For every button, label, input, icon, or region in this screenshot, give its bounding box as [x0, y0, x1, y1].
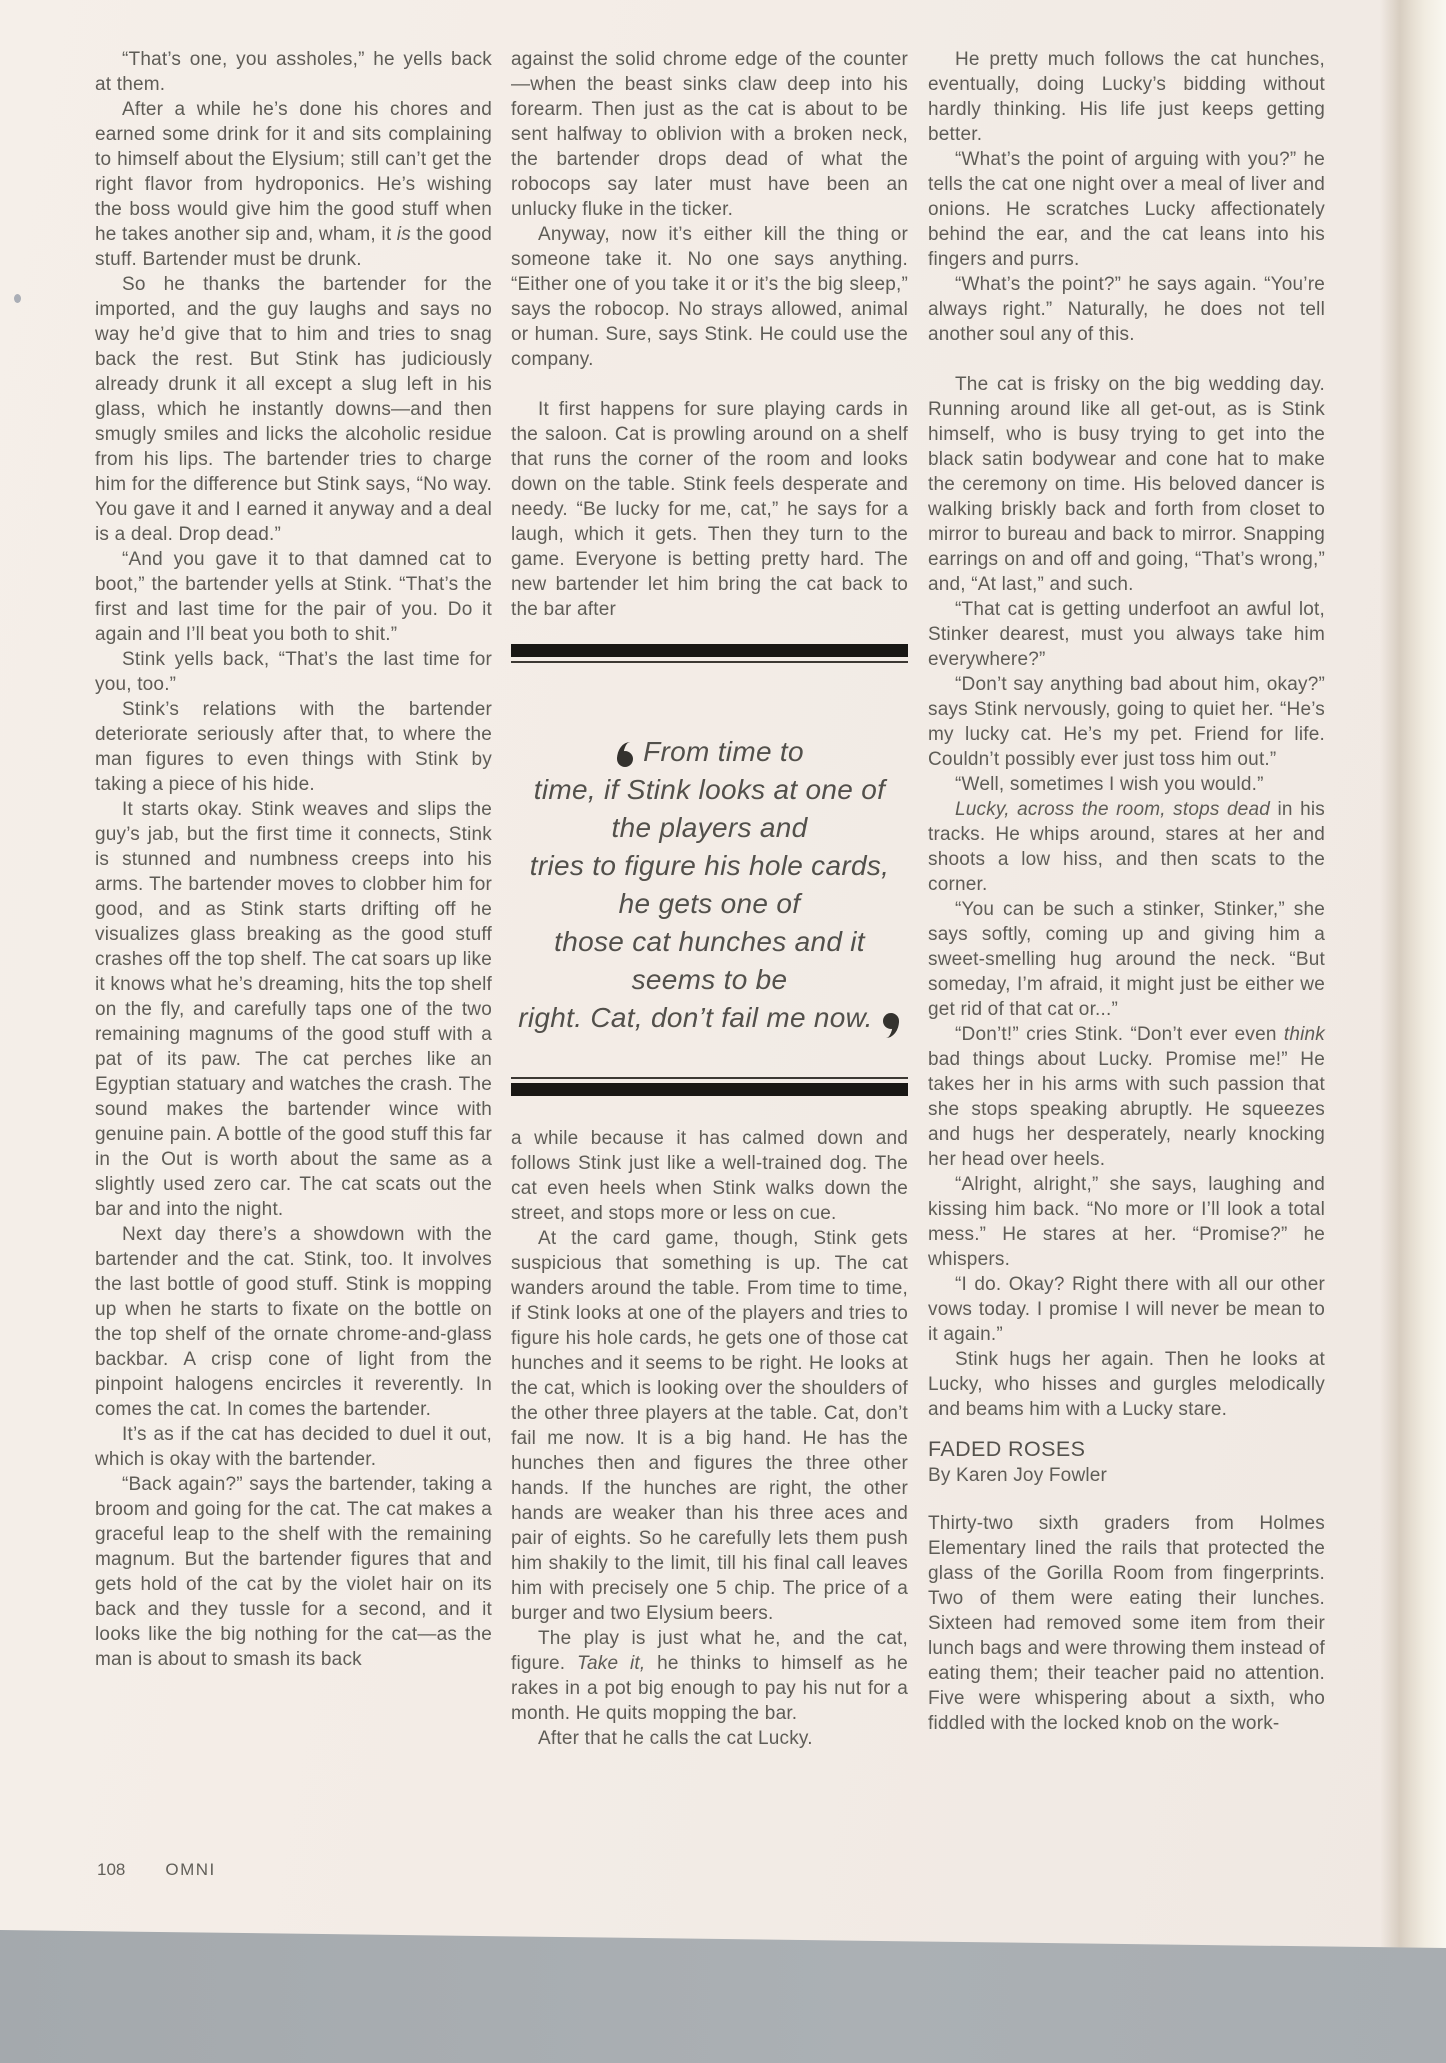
paragraph [95, 47, 492, 97]
text-run: Stink yells back, “That’s the last time for you, too.” [95, 649, 492, 695]
paragraph [511, 1626, 908, 1726]
section-byline: By Karen Joy Fowler [928, 1465, 1108, 1486]
text-run: “Well, sometimes I wish you would.” [955, 774, 1264, 795]
column-middle [511, 47, 908, 1751]
text-run-italic: Take it, [576, 1653, 646, 1674]
pull-quote-line [511, 733, 908, 771]
scan-speck [14, 294, 21, 303]
page-number: 108 [97, 1860, 126, 1879]
text-run-italic: Lucky, across the room, stops dead [955, 799, 1271, 820]
magazine-name: OMNI [165, 1860, 216, 1879]
page-footer [97, 1860, 216, 1880]
text-run: “That’s one, you assholes,” he yells back at them. [95, 49, 492, 95]
text-run: against the solid chrome edge of the counter—when the beast sinks claw deep into his forearm. Then just as the cat is about to be sent halfway to oblivion with a broken neck, the bartender drops dead of what the robocops say later must have been an unlucky fluke in the ticker. [511, 49, 908, 220]
column-left [95, 47, 492, 1672]
text-run: “Don’t say anything bad about him, okay?” says Stink nervously, going to quiet her. “He’s my lucky cat. He’s my pet. Friend for life. Couldn’t possibly ever just toss him out.” [928, 674, 1325, 770]
pull-quote-bottom-rule-thick [511, 1083, 908, 1096]
text-run: He pretty much follows the cat hunches, eventually, doing Lucky’s bidding without hardly thinking. His life just keeps getting better. [928, 49, 1325, 145]
paragraph [95, 272, 492, 547]
text-run: the good stuff. Bartender must be drunk. [95, 224, 492, 270]
paragraph [928, 47, 1325, 147]
paragraph [928, 1272, 1325, 1347]
paragraph [928, 147, 1325, 272]
text-run-italic: think [1283, 1024, 1325, 1045]
close-quote-icon [883, 1013, 899, 1029]
pull-quote-line: tries to figure his hole cards, [529, 850, 890, 881]
paragraph [511, 222, 908, 372]
pull-quote-text [511, 733, 908, 1037]
pull-quote-line-text: right. Cat, don’t fail me now. [518, 1002, 873, 1033]
paragraph [95, 697, 492, 797]
text-run: It first happens for sure playing cards in the saloon. Cat is prowling around on a shelf that runs the corner of the room and looks down on the table. Stink feels desperate and needy. “Be lucky for me, cat,” he says for a laugh, which it gets. Then they turn to the game. Everyone is betting pretty hard. The new bartender let him bring the cat back to the bar after [511, 399, 908, 620]
paragraph [928, 672, 1325, 772]
text-run: Next day there’s a showdown with the bartender and the cat. Stink, too. It involves the last bottle of good stuff. Stink is mopping up when he starts to fixate on the bottle on the top shelf of the ornate chrome-and-glass backbar. A crisp cone of light from the pinpoint halogens encircles it reverently. In comes the cat. In comes the bartender. [95, 1224, 492, 1420]
text-run: So he thanks the bartender for the imported, and the guy laughs and says no way he’d give that to him and tries to snag back the rest. But Stink has judiciously already drunk it all except a slug left in his glass, which he instantly downs—and then smugly smiles and licks the alcoholic residue from his lips. The bartender tries to charge him for the difference but Stink says, “No way. You gave it and I earned it anyway and a deal is a deal. Drop dead.” [95, 274, 492, 545]
text-run: “Back again?” says the bartender, taking a broom and going for the cat. The cat makes a graceful leap to the shelf with the remaining magnum. But the bartender figures that and gets hold of the cat by the violet hair on its back and they tussle for a second, and it looks like the big nothing for the cat—as the man is about to smash its back [95, 1474, 492, 1670]
text-run: he thinks to himself as he rakes in a pot big enough to pay his nut for a month. He quits mopping the bar. [511, 1653, 909, 1724]
text-run: After that he calls the cat Lucky. [538, 1728, 813, 1749]
open-quote-icon [617, 751, 633, 767]
text-run: The play is just what he, and the cat, figure. [511, 1628, 908, 1674]
pull-quote-top-rule-thick [511, 644, 908, 657]
pull-quote [511, 644, 908, 1096]
pull-quote-line-text: From time to [643, 736, 804, 767]
text-run: “I do. Okay? Right there with all our other vows today. I promise I will never be mean to it again.” [928, 1274, 1325, 1345]
text-run: “Alright, alright,” she says, laughing and kissing him back. “No more or I’ll look a total mess.” He stares at her. “Promise?” he whispers. [928, 1174, 1325, 1270]
text-run: “You can be such a stinker, Stinker,” she says softly, coming up and giving him a sweet-smelling hug around the neck. “But someday, I’m afraid, it might just be either we get rid of that cat or...” [928, 899, 1325, 1020]
paragraph [511, 1126, 908, 1226]
paragraph [511, 397, 908, 622]
text-run: At the card game, though, Stink gets suspicious that something is up. The cat wanders around the table. From time to time, if Stink looks at one of the players and tries to figure his hole cards, he gets one of those cat hunches and it seems to be right. He looks at the cat, which is looking over the shoulders of the other three players at the table. Cat, don’t fail me now. It is a big hand. He has the hunches then and figures the three other hands. If the hunches are right, the other hands are weaker than his three aces and pair of eights. So he carefully lets them push him shakily to the limit, till his final call leaves him with precisely one 5 chip. The price of a burger and two Elysium beers. [511, 1228, 908, 1624]
paragraph [511, 1726, 908, 1751]
text-run: “What’s the point?” he says again. “You’re always right.” Naturally, he does not tell another soul any of this. [928, 274, 1325, 345]
text-run: Anyway, now it’s either kill the thing or someone take it. No one says anything. “Either one of you take it or it’s the big sleep,” says the robocop. No strays allowed, animal or human. Sure, says Stink. He could use the company. [511, 224, 908, 370]
paragraph [95, 1422, 492, 1472]
text-run: a while because it has calmed down and follows Stink just like a well-trained dog. The cat even heels when Stink walks down the street, and stops more or less on cue. [511, 1128, 908, 1224]
paragraph [928, 1511, 1325, 1736]
text-run: “And you gave it to that damned cat to boot,” the bartender yells at Stink. “That’s the first and last time for the pair of you. Do it again and I’ll beat you both to shit.” [95, 549, 492, 645]
story-heading-block [928, 1436, 1325, 1488]
column-right [928, 47, 1325, 1736]
text-run: Thirty-two sixth graders from Holmes Elementary lined the rails that protected the glass of the Gorilla Room from fingerprints. Two of them were eating their lunches. Sixteen had removed some item from their lunch bags and were throwing them instead of eating them; their teacher paid no attention. Five were whispering about a sixth, who fiddled with the locked knob on the work- [928, 1513, 1325, 1734]
text-run: “Don’t!” cries Stink. “Don’t ever even [955, 1024, 1284, 1045]
text-run: “What’s the point of arguing with you?” he tells the cat one night over a meal of liver and onions. He scratches Lucky affectionately behind the ear, and the cat leans into his fingers and purrs. [928, 149, 1325, 270]
text-run: It’s as if the cat has decided to duel it out, which is okay with the bartender. [95, 1424, 492, 1470]
paragraph [95, 97, 492, 272]
section-heading: FADED ROSES [928, 1437, 1086, 1461]
text-run: Stink’s relations with the bartender deteriorate seriously after that, to where the man figures to even things with Stink by taking a piece of his hide. [95, 699, 492, 795]
paragraph [928, 1347, 1325, 1422]
pull-quote-top-rule-thin [511, 661, 908, 663]
text-run: bad things about Lucky. Promise me!” He takes her in his arms with such passion that she stops speaking abruptly. He squeezes and hugs her desperately, nearly knocking her head over heels. [928, 1049, 1325, 1170]
paragraph [95, 797, 492, 1222]
paragraph [95, 547, 492, 647]
paragraph [928, 897, 1325, 1022]
pull-quote-line: seems to be [631, 964, 788, 995]
text-run-italic: is [396, 224, 411, 245]
paragraph [511, 47, 908, 222]
paragraph [95, 1472, 492, 1672]
pull-quote-line [511, 999, 908, 1037]
text-run: Stink hugs her again. Then he looks at Lucky, who hisses and gurgles melodically and beams him with a Lucky stare. [928, 1349, 1325, 1420]
paragraph [928, 372, 1325, 597]
paragraph [95, 647, 492, 697]
scanner-background [0, 1918, 1446, 2063]
text-run: “That cat is getting underfoot an awful lot, Stinker dearest, must you always take him everywhere?” [928, 599, 1325, 670]
pull-quote-line: the players and [611, 812, 808, 843]
paragraph [928, 1022, 1325, 1172]
pull-quote-line: those cat hunches and it [554, 926, 865, 957]
text-run: in his tracks. He whips around, stares at her and shoots a low hiss, and then scats to the corner. [928, 799, 1325, 895]
paragraph [928, 272, 1325, 347]
pull-quote-line: time, if Stink looks at one of [533, 774, 886, 805]
paragraph [95, 1222, 492, 1422]
paragraph [928, 797, 1325, 897]
text-run: After a while he’s done his chores and earned some drink for it and sits complaining to himself about the Elysium; still can’t get the right flavor from hydroponics. He’s wishing the boss would give him the good stuff when he takes another sip and, wham, it [95, 99, 492, 245]
paragraph [511, 1226, 908, 1626]
paragraph [928, 772, 1325, 797]
text-run: It starts okay. Stink weaves and slips the guy’s jab, but the first time it connects, Stink is stunned and numbness creeps into his arms. The bartender moves to clobber him for good, and as Stink starts drifting off he visualizes glass breaking as the good stuff crashes off the top shelf. The cat soars up like it knows what he’s dreaming, hits the top shelf on the fly, and carefully taps one of the two remaining magnums of the good stuff with a pat of its paw. The cat perches like an Egyptian statuary and watches the crash. The sound makes the bartender wince with genuine pain. A bottle of the good stuff this far in the Out is worth about the same as a slightly used zero car. The cat scats out the bar and into the night. [95, 799, 492, 1220]
text-run: The cat is frisky on the big wedding day. Running around like all get-out, as is Stink himself, who is busy trying to get into the black satin bodywear and cone hat to make the ceremony on time. His beloved dancer is walking briskly back and forth from closet to mirror to bureau and back to mirror. Snapping earrings on and off and going, “That’s wrong,” and, “At last,” and such. [928, 374, 1325, 595]
pull-quote-bottom-rule-thin [511, 1077, 908, 1079]
page-crease-shadow [1380, 0, 1446, 2063]
pull-quote-line: he gets one of [618, 888, 801, 919]
paragraph [928, 1172, 1325, 1272]
paragraph [928, 597, 1325, 672]
